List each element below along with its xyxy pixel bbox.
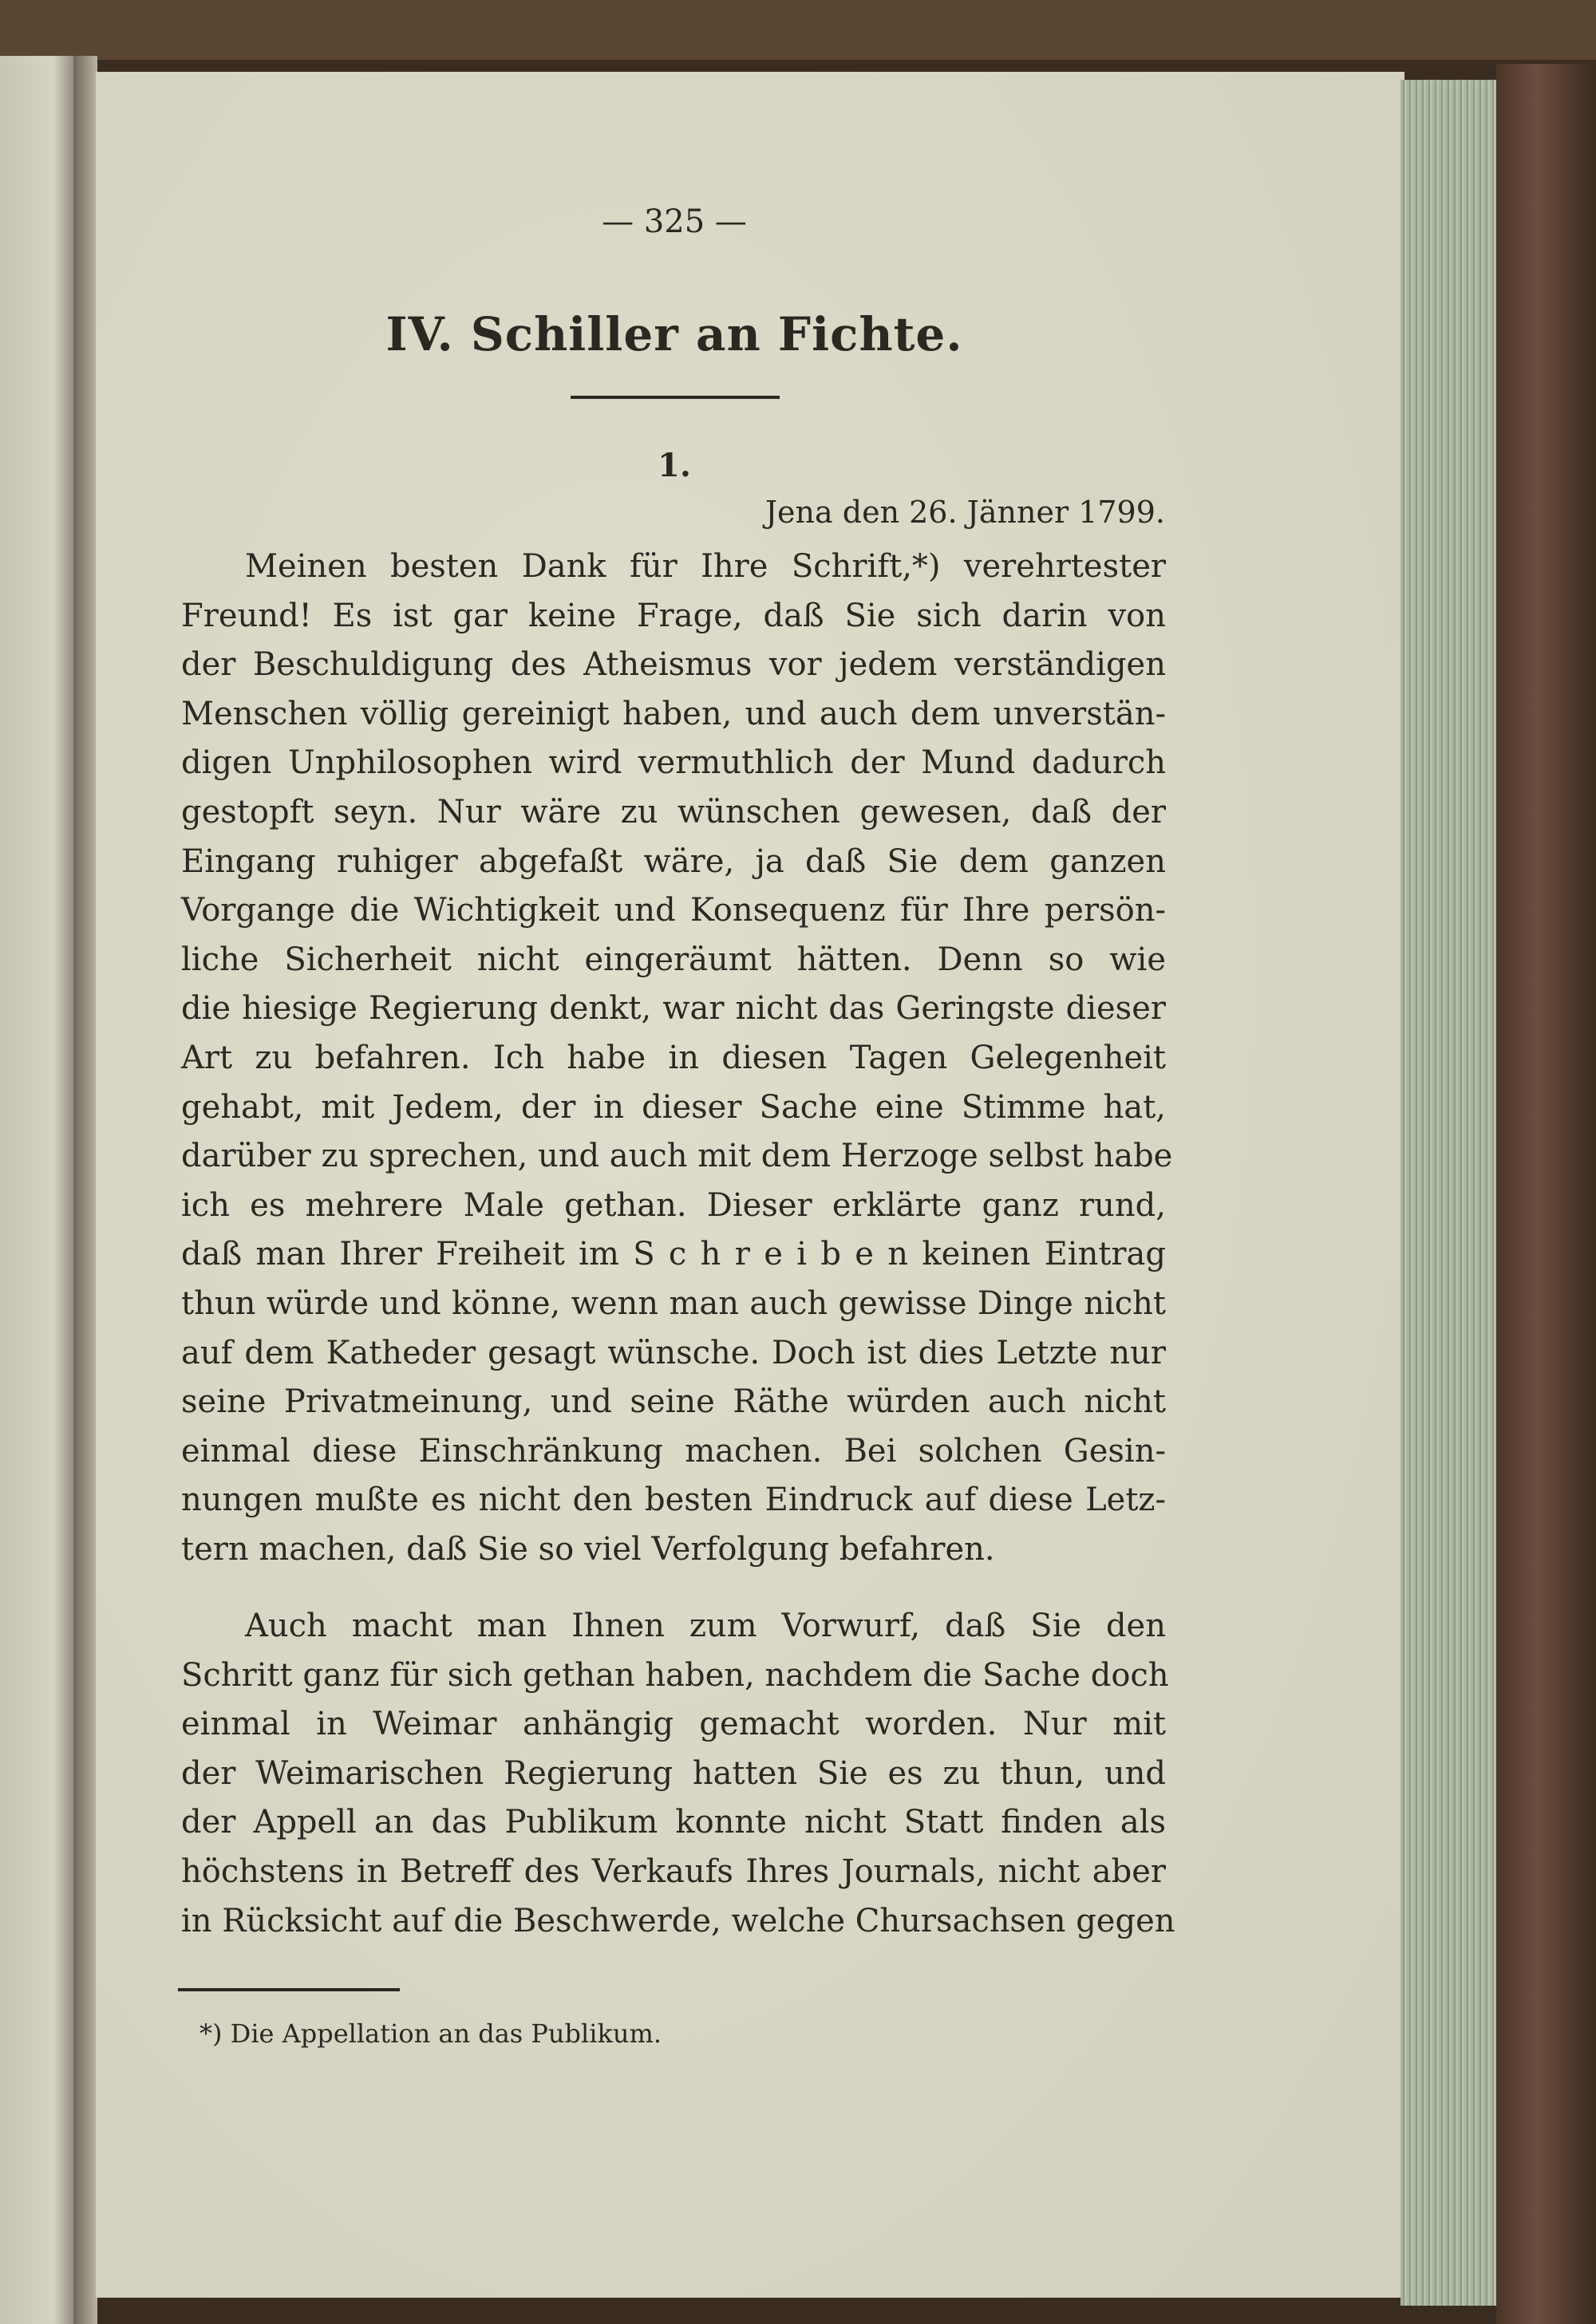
- footnote: *) Die Appellation an das Publikum.: [200, 2018, 662, 2049]
- page-number: — 325 —: [602, 203, 747, 240]
- book-cover-edge: [1496, 64, 1596, 2324]
- chapter-title: IV. Schiller an Fichte.: [385, 307, 963, 361]
- text-line: höchstens in Betreff des Verkaufs Ihres Journals, nicht aber: [181, 1852, 1166, 1890]
- text-line: gehabt, mit Jedem, der in dieser Sache eine Stimme hat,: [181, 1088, 1166, 1126]
- text-line: Meinen besten Dank für Ihre Schrift,*) verehrtester: [245, 548, 1166, 585]
- text-line: Auch macht man Ihnen zum Vorwurf, daß Sie den: [245, 1608, 1166, 1644]
- text-line: Menschen völlig gereinigt haben, und auch dem unverstän-: [181, 695, 1166, 732]
- text-line: gestopft seyn. Nur wäre zu wünschen gewesen, daß der: [181, 793, 1166, 831]
- text-line: in Rücksicht auf die Beschwerde, welche Chursachsen gegen: [181, 1902, 1175, 1939]
- paragraph-2: [181, 1602, 1175, 1946]
- page-block-edge: [1400, 80, 1496, 2306]
- dateline: Jena den 26. Jänner 1799.: [764, 495, 1165, 530]
- text-line: tern machen, daß Sie so viel Verfolgung befahren.: [181, 1530, 995, 1568]
- text-line: daß man Ihrer Freiheit im S c h r e i b e n keinen Eintrag: [181, 1236, 1166, 1273]
- book-gutter: [73, 56, 97, 2324]
- paragraph-1: [181, 543, 1173, 1574]
- text-line: Art zu befahren. Ich habe in diesen Tagen Gelegenheit: [181, 1039, 1166, 1076]
- text-line: die hiesige Regierung denkt, war nicht das Geringste dieser: [181, 990, 1166, 1028]
- facing-page-edge: [0, 56, 76, 2324]
- text-line: der Weimarischen Regierung hatten Sie es zu thun, und: [181, 1754, 1166, 1792]
- text-line: liche Sicherheit nicht eingeräumt hätten. Denn so wie: [181, 941, 1166, 978]
- text-line: der Appell an das Publikum konnte nicht Statt finden als: [181, 1804, 1166, 1841]
- footnote-rule: [178, 1988, 400, 1991]
- text-line: digen Unphilosophen wird vermuthlich der Mund dadurch: [181, 744, 1166, 782]
- title-rule: [571, 396, 780, 399]
- text-line: Schritt ganz für sich gethan haben, nachdem die Sache doch: [181, 1656, 1169, 1694]
- text-line: auf dem Katheder gesagt wünsche. Doch ist dies Letzte nur: [181, 1334, 1166, 1371]
- text-line: seine Privatmeinung, und seine Räthe würden auch nicht: [181, 1383, 1166, 1421]
- text-line: darüber zu sprechen, und auch mit dem Herzoge selbst habe: [181, 1138, 1173, 1175]
- book-top-edge: [0, 0, 1596, 60]
- text-line: ich es mehrere Male gethan. Dieser erklärte ganz rund,: [181, 1186, 1166, 1224]
- text-line: einmal in Weimar anhängig gemacht worden. Nur mit: [181, 1706, 1166, 1743]
- text-line: Vorgange die Wichtigkeit und Konsequenz für Ihre persön-: [181, 892, 1166, 929]
- letter-number: 1.: [658, 447, 691, 484]
- text-line: thun würde und könne, wenn man auch gewisse Dinge nicht: [181, 1284, 1166, 1322]
- text-line: einmal diese Einschränkung machen. Bei solchen Gesin-: [181, 1432, 1166, 1470]
- text-line: Freund! Es ist gar keine Frage, daß Sie sich darin von: [181, 597, 1166, 634]
- text-line: Eingang ruhiger abgefaßt wäre, ja daß Sie dem ganzen: [181, 842, 1166, 880]
- text-line: der Beschuldigung des Atheismus vor jedem verständigen: [181, 646, 1166, 684]
- text-line: nungen mußte es nicht den besten Eindruck auf diese Letz-: [181, 1482, 1166, 1519]
